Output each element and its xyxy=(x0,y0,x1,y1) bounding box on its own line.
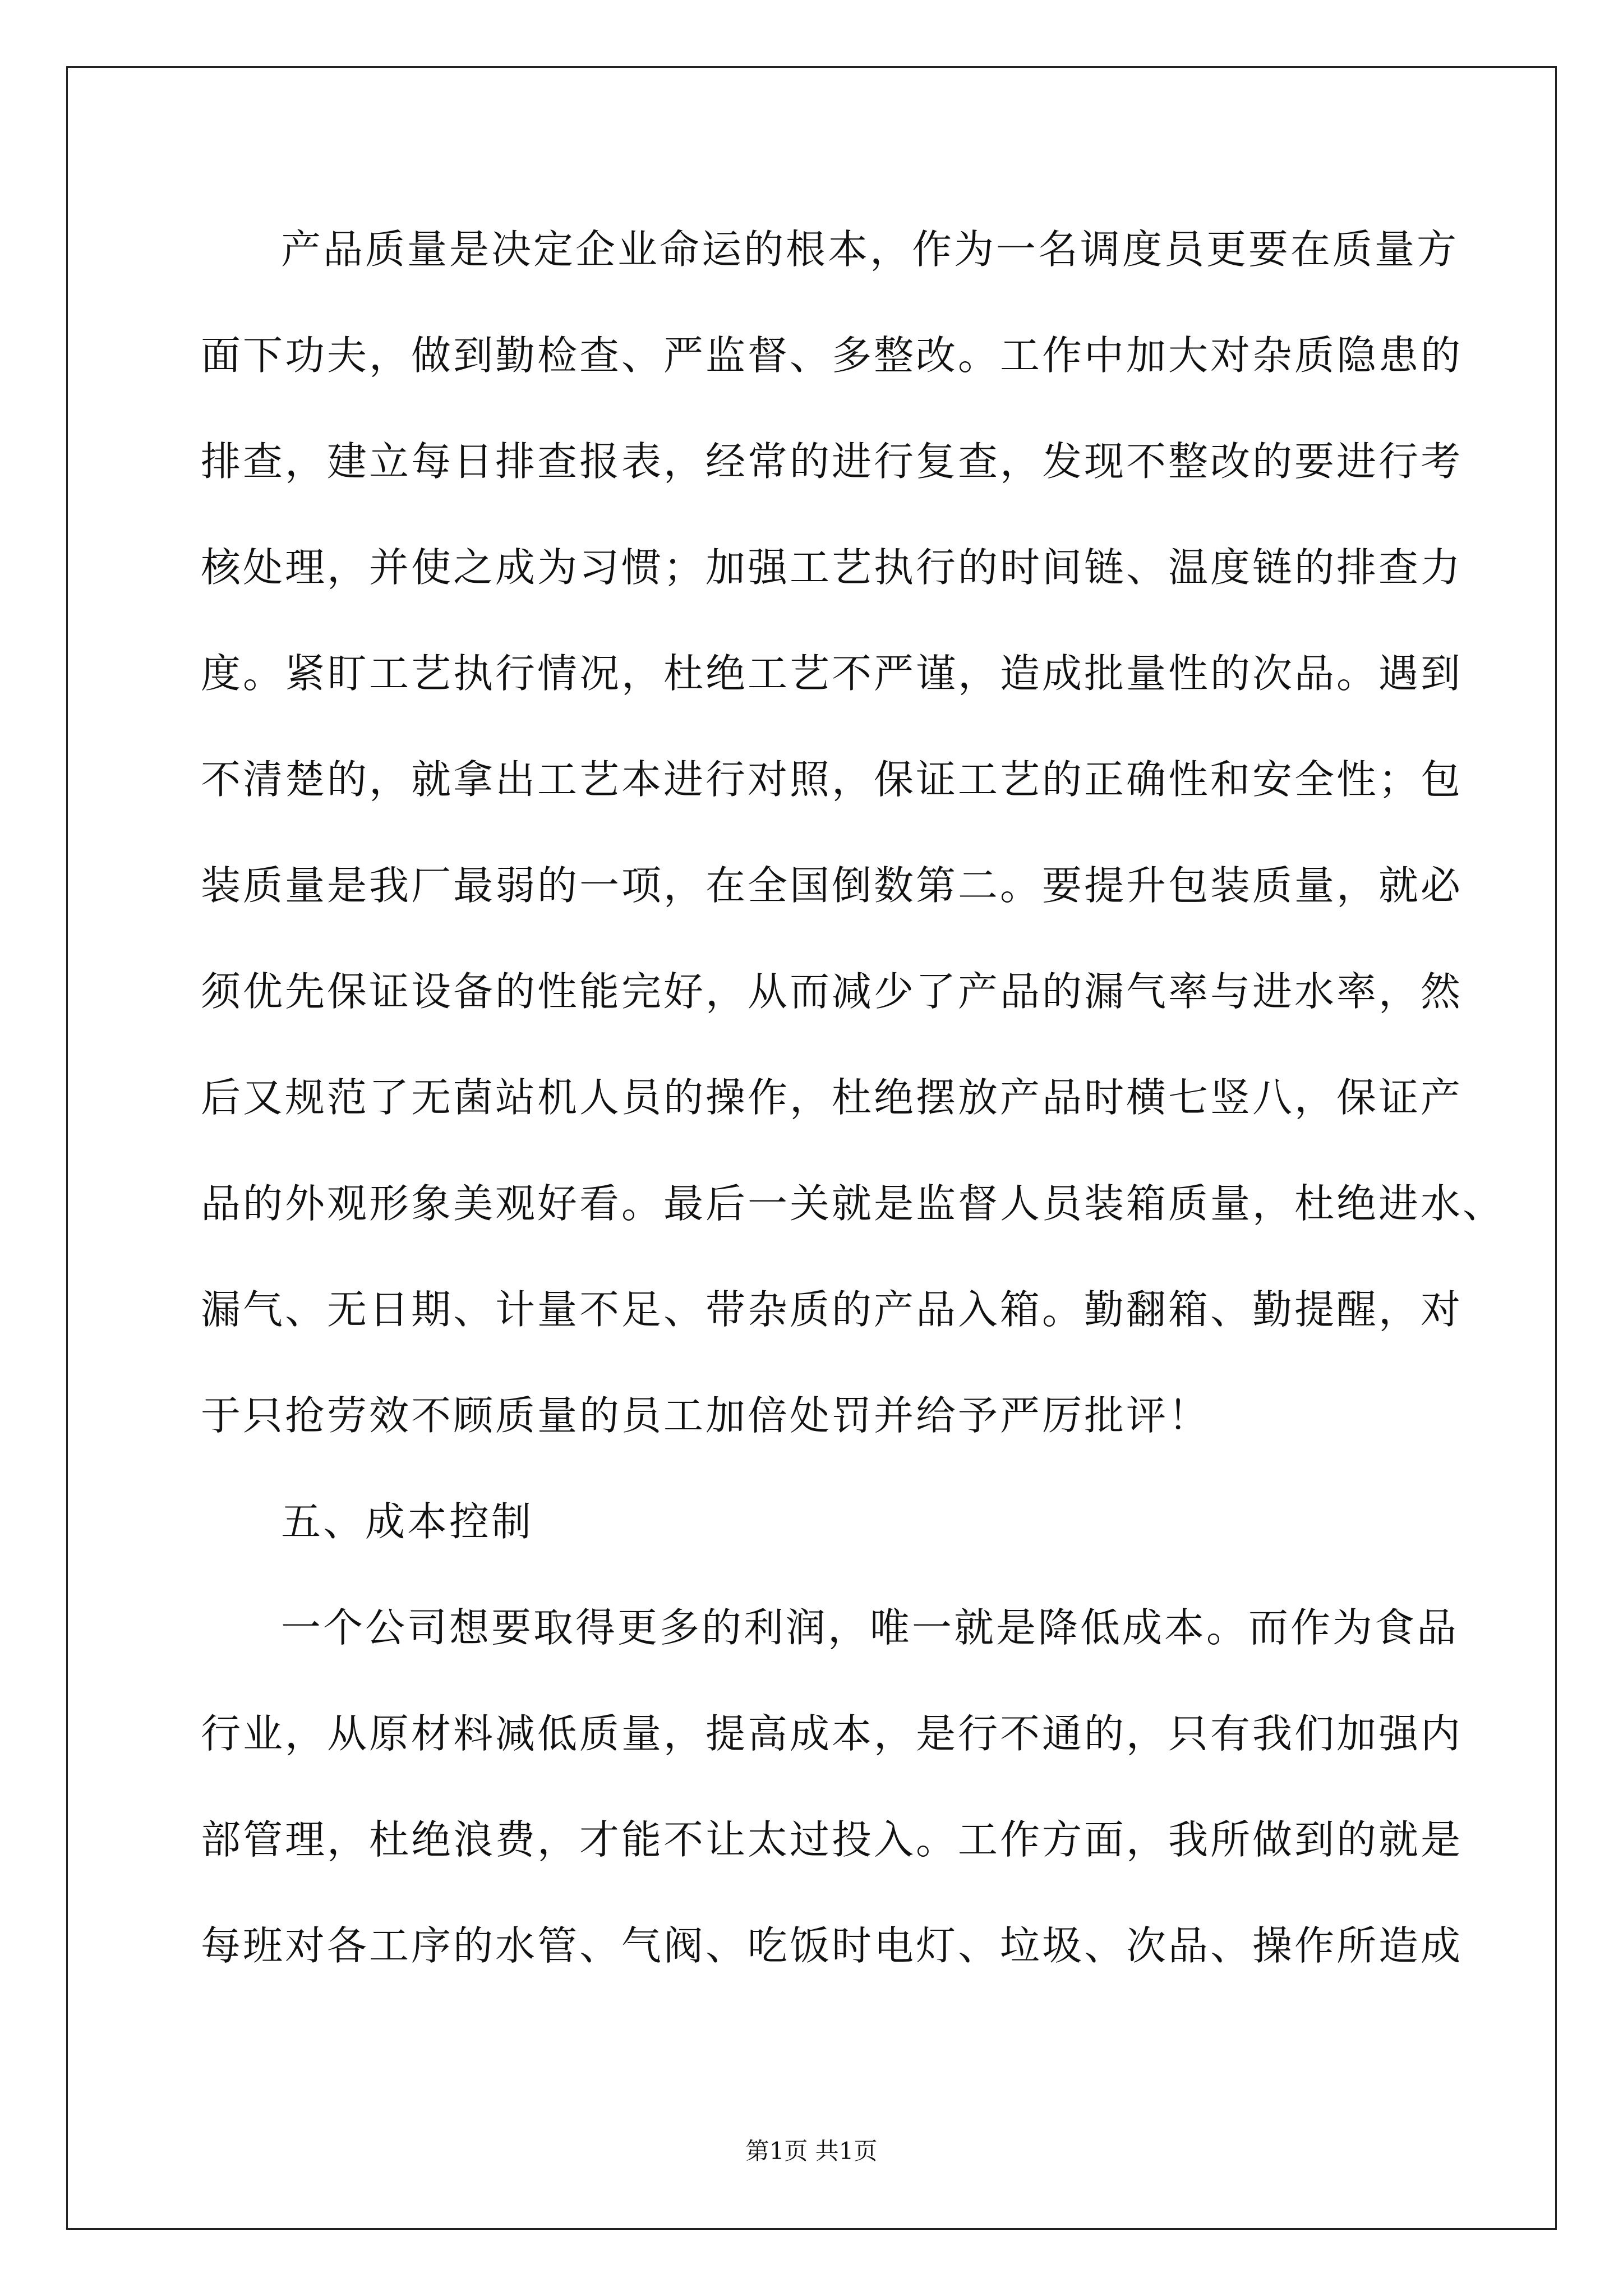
paragraph-line: 排查，建立每日排查报表，经常的进行复查，发现不整改的要进行考 xyxy=(201,438,1463,485)
paragraph-line: 每班对各工序的水管、气阀、吃饭时电灯、垃圾、次品、操作所造成 xyxy=(201,1922,1463,1969)
paragraph-line: 不清楚的，就拿出工艺本进行对照，保证工艺的正确性和安全性；包 xyxy=(201,756,1463,803)
paragraph-line: 核处理，并使之成为习惯；加强工艺执行的时间链、温度链的排查力 xyxy=(201,544,1463,591)
paragraph-line: 漏气、无日期、计量不足、带杂质的产品入箱。勤翻箱、勤提醒，对 xyxy=(201,1286,1463,1333)
paragraph-line: 面下功夫，做到勤检查、严监督、多整改。工作中加大对杂质隐患的 xyxy=(201,332,1463,379)
paragraph-line: 度。紧盯工艺执行情况，杜绝工艺不严谨，造成批量性的次品。遇到 xyxy=(201,650,1463,697)
paragraph-line: 装质量是我厂最弱的一项，在全国倒数第二。要提升包装质量，就必 xyxy=(201,862,1463,909)
page-number-footer: 第1页 共1页 xyxy=(745,2137,878,2165)
paragraph-line: 行业，从原材料减低质量，提高成本，是行不通的，只有我们加强内 xyxy=(201,1710,1463,1757)
document-body xyxy=(201,219,1505,2021)
section-heading: 五、成本控制 xyxy=(281,1498,534,1545)
paragraph-line: 须优先保证设备的性能完好，从而减少了产品的漏气率与进水率，然 xyxy=(201,968,1463,1015)
paragraph-line: 产品质量是决定企业命运的根本，作为一名调度员更要在质量方 xyxy=(281,226,1459,273)
paragraph-line: 于只抢劳效不顾质量的员工加倍处罚并给予严厉批评！ xyxy=(201,1392,1211,1439)
paragraph-line: 后又规范了无菌站机人员的操作，杜绝摆放产品时横七竖八，保证产 xyxy=(201,1074,1463,1121)
paragraph-line: 部管理，杜绝浪费，才能不让太过投入。工作方面，我所做到的就是 xyxy=(201,1816,1463,1863)
paragraph-line: 品的外观形象美观好看。最后一关就是监督人员装箱质量，杜绝进水、 xyxy=(201,1180,1505,1227)
paragraph-line: 一个公司想要取得更多的利润，唯一就是降低成本。而作为食品 xyxy=(281,1604,1459,1651)
